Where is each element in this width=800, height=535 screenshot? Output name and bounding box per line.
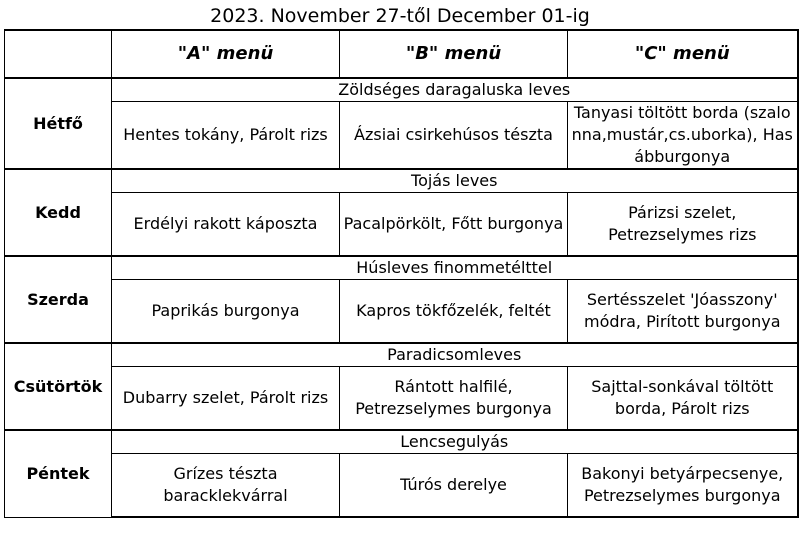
day-main-row: [5, 102, 798, 170]
menu-b-cell: Túrós derelye: [340, 454, 568, 518]
soup-cell: Húsleves finommetélttel: [112, 256, 798, 280]
soup-cell: Zöldséges daragaluska leves: [112, 78, 798, 102]
day-soup-row: [5, 78, 798, 102]
header-menu-a: "A" menü: [112, 30, 340, 78]
soup-cell: Paradicsomleves: [112, 343, 798, 367]
header-row: [5, 30, 798, 78]
menu-c-cell: Tanyasi töltött borda (szalonna,mustár,cs.uborka), Hasábburgonya: [568, 102, 798, 170]
day-name-tuesday: Kedd: [5, 169, 112, 256]
day-main-row: [5, 193, 798, 257]
menu-c-cell: Párizsi szelet, Petrezselymes rizs: [568, 193, 798, 257]
menu-a-cell: Grízes tészta baracklekvárral: [112, 454, 340, 518]
day-main-row: [5, 280, 798, 344]
weekly-menu-table: [4, 29, 799, 518]
day-soup-row: [5, 169, 798, 193]
header-menu-b: "B" menü: [340, 30, 568, 78]
day-name-wednesday: Szerda: [5, 256, 112, 343]
menu-a-cell: Hentes tokány, Párolt rizs: [112, 102, 340, 170]
day-name-thursday: Csütörtök: [5, 343, 112, 430]
menu-c-cell: Bakonyi betyárpecsenye, Petrezselymes burgonya: [568, 454, 798, 518]
day-main-row: [5, 367, 798, 431]
menu-b-cell: Pacalpörkölt, Főtt burgonya: [340, 193, 568, 257]
header-corner-cell: [5, 30, 112, 78]
menu-b-cell: Rántott halfilé, Petrezselymes burgonya: [340, 367, 568, 431]
day-name-friday: Péntek: [5, 430, 112, 517]
menu-b-cell: Kapros tökfőzelék, feltét: [340, 280, 568, 344]
menu-b-cell: Ázsiai csirkehúsos tészta: [340, 102, 568, 170]
menu-title: 2023. November 27-től December 01-ig: [210, 5, 590, 27]
day-soup-row: [5, 256, 798, 280]
day-main-row: [5, 454, 798, 518]
soup-cell: Lencsegulyás: [112, 430, 798, 454]
menu-a-cell: Dubarry szelet, Párolt rizs: [112, 367, 340, 431]
soup-cell: Tojás leves: [112, 169, 798, 193]
menu-a-cell: Erdélyi rakott káposzta: [112, 193, 340, 257]
header-menu-c: "C" menü: [568, 30, 798, 78]
day-name-monday: Hétfő: [5, 78, 112, 169]
menu-c-cell: Sajttal-sonkával töltött borda, Párolt rizs: [568, 367, 798, 431]
day-soup-row: [5, 430, 798, 454]
menu-c-cell: Sertésszelet 'Jóasszony' módra, Pirított burgonya: [568, 280, 798, 344]
day-soup-row: [5, 343, 798, 367]
menu-a-cell: Paprikás burgonya: [112, 280, 340, 344]
